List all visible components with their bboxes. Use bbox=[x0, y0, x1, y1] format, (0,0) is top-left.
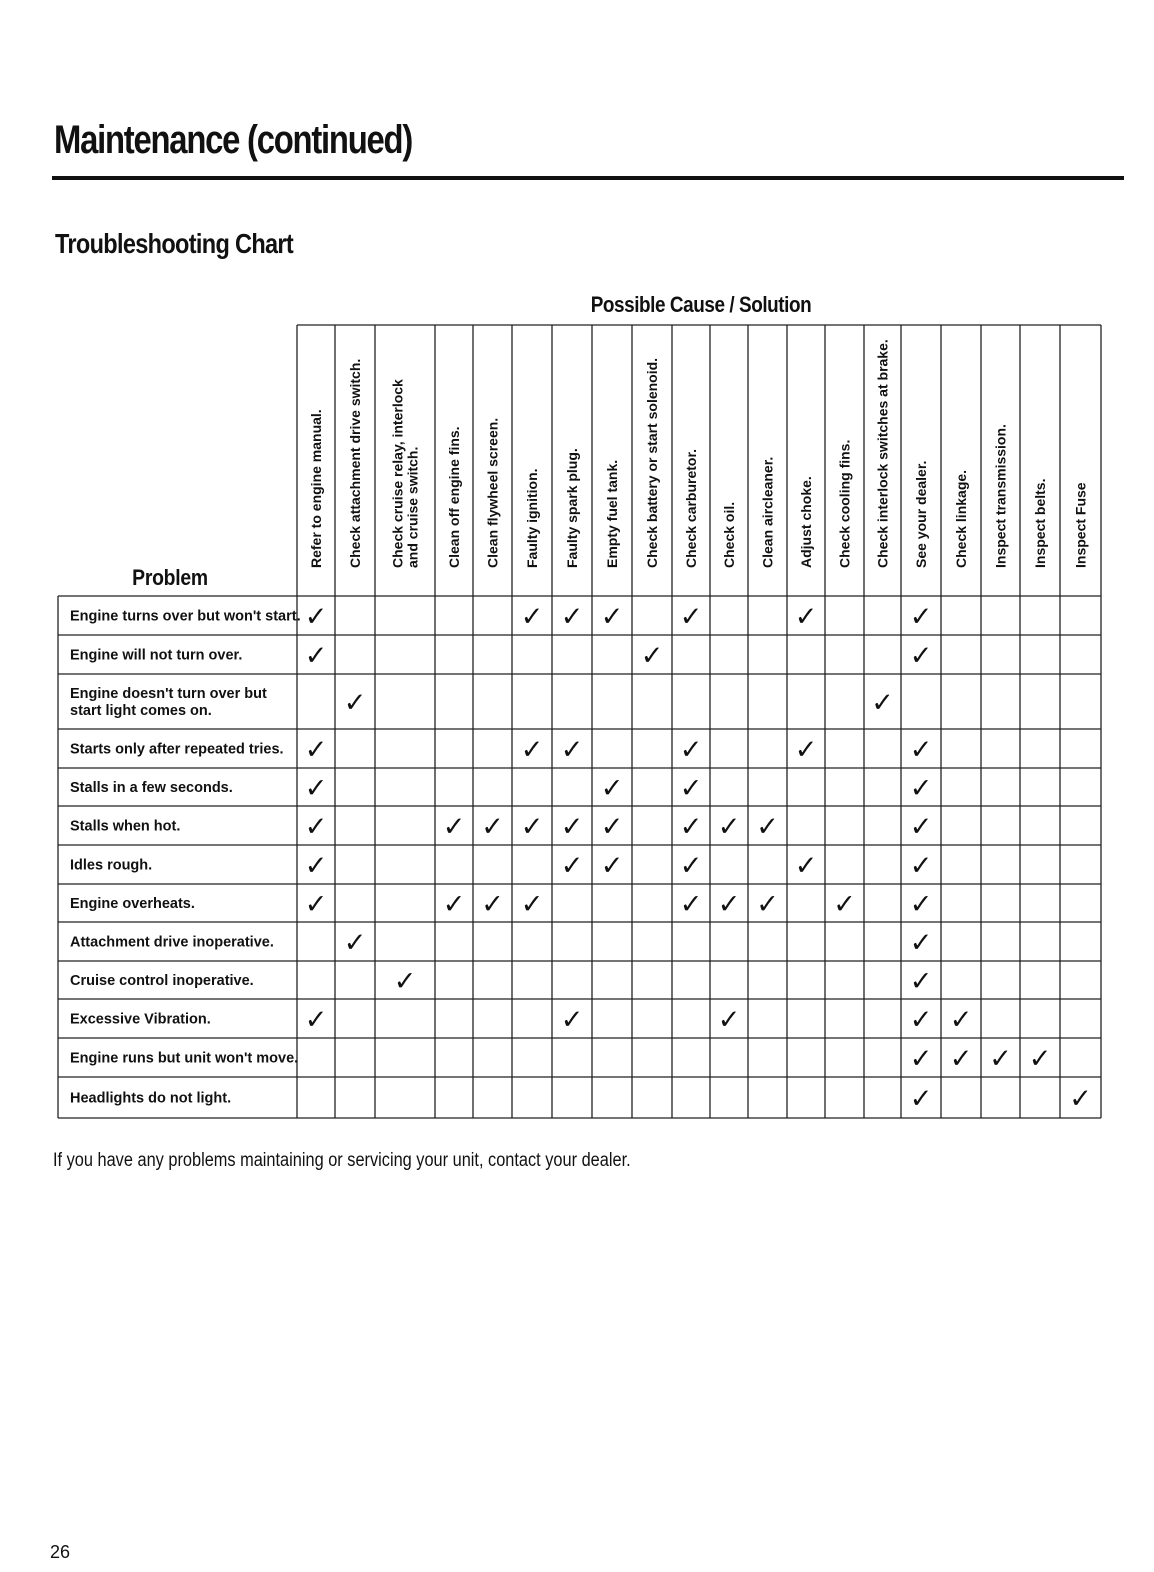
check-mark-r11-c15: ✓ bbox=[909, 1043, 933, 1075]
check-mark-r3-c12: ✓ bbox=[794, 734, 818, 766]
check-mark-r0-c15: ✓ bbox=[909, 601, 933, 633]
check-mark-r9-c2: ✓ bbox=[393, 966, 417, 997]
check-mark-r6-c12: ✓ bbox=[794, 850, 818, 882]
problem-label-0: Engine turns over but won't start. bbox=[70, 608, 301, 625]
column-header-15: See your dealer. bbox=[913, 460, 929, 568]
check-mark-r6-c7: ✓ bbox=[600, 850, 624, 882]
section-title: Troubleshooting Chart bbox=[55, 228, 294, 259]
problem-label-3: Starts only after repeated tries. bbox=[70, 741, 284, 758]
check-mark-r3-c0: ✓ bbox=[304, 734, 328, 766]
check-mark-r1-c8: ✓ bbox=[640, 640, 664, 672]
check-mark-r7-c5: ✓ bbox=[520, 889, 544, 920]
check-mark-r10-c10: ✓ bbox=[717, 1004, 741, 1036]
column-header-6: Faulty spark plug. bbox=[564, 448, 580, 568]
problem-label-8: Attachment drive inoperative. bbox=[70, 934, 274, 951]
column-header-12: Adjust choke. bbox=[798, 476, 814, 568]
check-mark-r6-c15: ✓ bbox=[909, 850, 933, 882]
check-mark-r6-c6: ✓ bbox=[560, 850, 584, 882]
column-header-3: Clean off engine fins. bbox=[446, 426, 462, 568]
check-mark-r4-c9: ✓ bbox=[679, 773, 703, 804]
check-mark-r5-c6: ✓ bbox=[560, 811, 584, 843]
check-mark-r10-c0: ✓ bbox=[304, 1004, 328, 1036]
check-mark-r7-c0: ✓ bbox=[304, 889, 328, 920]
check-mark-r12-c19: ✓ bbox=[1069, 1083, 1092, 1115]
check-mark-r6-c0: ✓ bbox=[304, 850, 328, 882]
check-mark-r9-c15: ✓ bbox=[909, 966, 933, 997]
check-mark-r2-c14: ✓ bbox=[871, 687, 894, 719]
check-mark-r11-c18: ✓ bbox=[1028, 1043, 1052, 1075]
check-mark-r6-c9: ✓ bbox=[679, 850, 703, 882]
check-mark-r3-c5: ✓ bbox=[520, 734, 544, 766]
problem-label-6: Idles rough. bbox=[70, 857, 153, 874]
check-mark-r0-c0: ✓ bbox=[304, 601, 328, 633]
check-mark-r5-c0: ✓ bbox=[304, 811, 328, 843]
check-mark-r3-c9: ✓ bbox=[679, 734, 703, 766]
chart-caption: Possible Cause / Solution bbox=[590, 292, 812, 317]
check-mark-r2-c1: ✓ bbox=[343, 687, 367, 719]
check-mark-r1-c15: ✓ bbox=[909, 640, 933, 672]
check-mark-r7-c9: ✓ bbox=[679, 889, 703, 920]
problem-label-7: Engine overheats. bbox=[70, 896, 195, 912]
footer-note: If you have any problems maintaining or servicing your unit, contact your dealer. bbox=[53, 1150, 631, 1171]
check-mark-r1-c0: ✓ bbox=[304, 640, 328, 672]
column-header-2-line-1: and cruise switch. bbox=[404, 446, 421, 568]
problem-label-1: Engine will not turn over. bbox=[70, 647, 243, 664]
column-header-7: Empty fuel tank. bbox=[604, 459, 620, 568]
check-mark-r4-c0: ✓ bbox=[304, 773, 328, 804]
problem-label-11: Engine runs but unit won't move. bbox=[70, 1050, 299, 1067]
column-header-14: Check interlock switches at brake. bbox=[874, 339, 891, 568]
problem-label-2-line-0: Engine doesn't turn over but bbox=[70, 686, 267, 702]
problem-label-9: Cruise control inoperative. bbox=[70, 973, 254, 989]
problem-label-2-line-1: start light comes on. bbox=[70, 703, 212, 719]
column-header-9: Check carburetor. bbox=[683, 448, 699, 568]
problem-column-header: Problem bbox=[132, 565, 208, 590]
page-number: 26 bbox=[50, 1542, 71, 1562]
check-mark-r10-c15: ✓ bbox=[909, 1004, 933, 1036]
check-mark-r5-c10: ✓ bbox=[717, 811, 741, 843]
problem-label-10: Excessive Vibration. bbox=[70, 1011, 211, 1028]
check-mark-r5-c7: ✓ bbox=[600, 811, 624, 843]
column-header-1: Check attachment drive switch. bbox=[347, 358, 363, 568]
check-mark-r7-c15: ✓ bbox=[909, 889, 933, 920]
check-mark-r11-c17: ✓ bbox=[989, 1043, 1012, 1075]
check-mark-r7-c3: ✓ bbox=[442, 889, 466, 920]
column-header-8: Check battery or start solenoid. bbox=[644, 357, 660, 568]
check-mark-r10-c16: ✓ bbox=[949, 1004, 973, 1036]
column-header-10: Check oil. bbox=[721, 501, 737, 568]
check-mark-r4-c15: ✓ bbox=[909, 773, 933, 804]
check-mark-r0-c5: ✓ bbox=[520, 601, 544, 633]
column-header-11: Clean aircleaner. bbox=[759, 456, 776, 568]
check-mark-r0-c12: ✓ bbox=[794, 601, 818, 633]
check-mark-r7-c13: ✓ bbox=[833, 889, 856, 920]
check-mark-r0-c7: ✓ bbox=[600, 601, 624, 633]
check-mark-r3-c6: ✓ bbox=[560, 734, 584, 766]
page-title: Maintenance (continued) bbox=[54, 118, 413, 162]
column-header-13: Check cooling fins. bbox=[836, 439, 853, 568]
check-mark-r0-c6: ✓ bbox=[560, 601, 584, 633]
check-mark-r5-c11: ✓ bbox=[756, 811, 779, 843]
check-mark-r8-c15: ✓ bbox=[909, 927, 933, 959]
column-header-4: Clean flywheel screen. bbox=[484, 417, 501, 568]
check-mark-r7-c10: ✓ bbox=[717, 889, 741, 920]
problem-label-12: Headlights do not light. bbox=[70, 1090, 232, 1107]
check-mark-r11-c16: ✓ bbox=[949, 1043, 973, 1075]
check-mark-r10-c6: ✓ bbox=[560, 1004, 584, 1036]
check-mark-r5-c4: ✓ bbox=[481, 811, 504, 843]
check-mark-r0-c9: ✓ bbox=[679, 601, 703, 633]
check-mark-r3-c15: ✓ bbox=[909, 734, 933, 766]
check-mark-r5-c3: ✓ bbox=[442, 811, 466, 843]
column-header-5: Faulty ignition. bbox=[524, 468, 540, 568]
column-header-0: Refer to engine manual. bbox=[308, 409, 324, 568]
column-header-18: Inspect belts. bbox=[1032, 478, 1048, 568]
check-mark-r7-c4: ✓ bbox=[481, 889, 504, 920]
check-mark-r7-c11: ✓ bbox=[756, 889, 779, 920]
check-mark-r12-c15: ✓ bbox=[909, 1083, 933, 1115]
problem-label-4: Stalls in a few seconds. bbox=[70, 780, 233, 796]
column-header-2-line-0: Check cruise relay, interlock bbox=[389, 379, 406, 568]
column-header-19: Inspect Fuse bbox=[1072, 482, 1089, 568]
check-mark-r4-c7: ✓ bbox=[600, 773, 624, 804]
problem-label-5: Stalls when hot. bbox=[70, 818, 181, 835]
check-mark-r8-c1: ✓ bbox=[343, 927, 367, 959]
column-header-17: Inspect transmission. bbox=[992, 424, 1009, 568]
check-mark-r5-c5: ✓ bbox=[520, 811, 544, 843]
column-header-16: Check linkage. bbox=[953, 469, 969, 568]
check-mark-r5-c9: ✓ bbox=[679, 811, 703, 843]
check-mark-r5-c15: ✓ bbox=[909, 811, 933, 843]
